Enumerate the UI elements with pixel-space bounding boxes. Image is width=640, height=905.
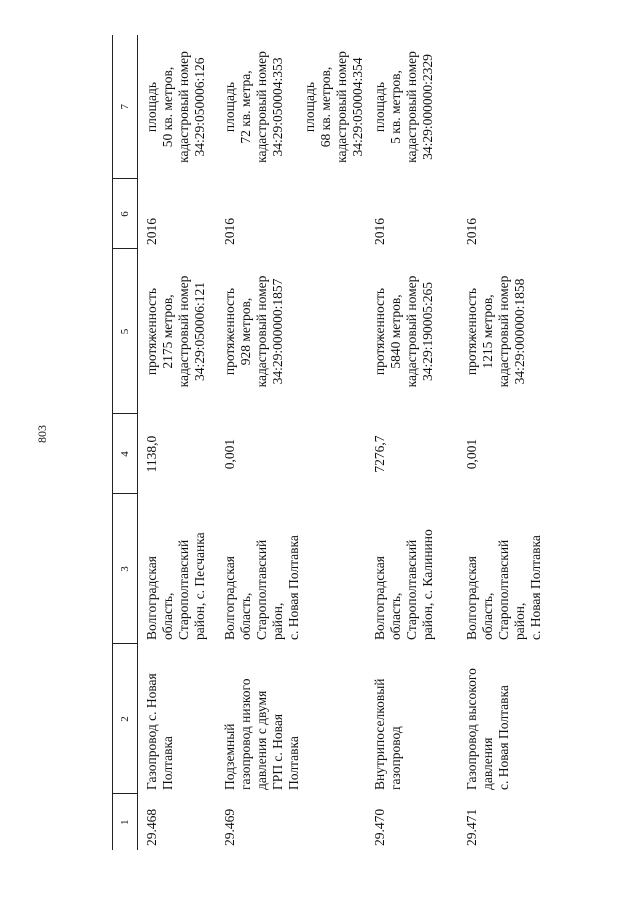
table-body <box>138 35 608 850</box>
cell-line: кадастровый номер <box>176 275 191 388</box>
cell-line: площадь <box>221 81 237 133</box>
cell-line: 34:29:000000:1857 <box>269 278 285 385</box>
cell-line: кадастровый номер <box>253 275 269 388</box>
cell-line: с. Новая Полтавка <box>285 535 301 640</box>
object-area <box>138 35 216 179</box>
cell-line: 34:29:050006:121 <box>192 282 207 382</box>
cell-line: давления с двумя <box>253 690 269 790</box>
row-number: 29.468 <box>144 808 159 846</box>
page-number: 803 <box>35 425 49 443</box>
cell-line: газопровод <box>387 726 403 790</box>
cell-line: 72 кв. метра, <box>237 70 253 144</box>
cell-line: протяженность <box>371 287 387 376</box>
cell-line: Внутрипоселковый <box>371 678 387 790</box>
object-location <box>216 494 366 644</box>
object-length <box>366 249 458 414</box>
column-header: 7 <box>113 35 138 179</box>
cell-line: кадастровый номер <box>403 275 419 388</box>
cell-line: Подземный <box>221 723 237 790</box>
cell-line: Газопровод с. Новая <box>144 673 159 790</box>
column-header: 4 <box>113 414 138 494</box>
row-number: 29.471 <box>463 808 479 846</box>
column-header: 6 <box>113 179 138 249</box>
row-number: 29.470 <box>371 808 387 846</box>
cell-line: кадастровый номер <box>495 275 511 388</box>
cell-line: протяженность <box>144 287 159 376</box>
cell-line: Волгоградская <box>221 556 237 640</box>
object-value: 1138,0 <box>144 435 159 473</box>
cell-line: область, <box>479 592 495 640</box>
property-table <box>112 35 608 850</box>
object-length <box>216 249 366 414</box>
object-location <box>366 494 458 644</box>
cell-line: 34:29:050004:353 <box>269 57 285 157</box>
object-area <box>216 35 366 179</box>
cell-line: область, <box>387 592 403 640</box>
cell-line: район, с. Песчанка <box>192 532 207 640</box>
cell-line: кадастровый номер <box>403 51 419 163</box>
column-header: 3 <box>113 494 138 644</box>
cell-line: Полтавка <box>160 736 175 790</box>
object-length <box>138 249 216 414</box>
cell-line: площадь <box>301 81 317 133</box>
cell-line: кадастровый номер <box>176 51 191 163</box>
object-year: 2016 <box>463 218 479 245</box>
table-row <box>216 35 366 850</box>
object-location <box>138 494 216 644</box>
cell-line: газопровод низкого <box>237 678 253 790</box>
object-name <box>366 644 458 794</box>
cell-line: Волгоградская <box>463 556 479 640</box>
cell-line: Волгоградская <box>144 556 159 640</box>
cell-line: 928 метров, <box>237 297 253 366</box>
table-row <box>458 35 608 850</box>
object-length <box>458 249 608 414</box>
cell-line: площадь <box>144 81 159 133</box>
cell-line: 34:29:050004:354 <box>349 57 365 157</box>
cell-line: 1215 метров, <box>479 294 495 369</box>
table-row <box>138 35 216 850</box>
cell-line: ГРП с. Новая <box>269 713 285 790</box>
object-value: 7276,7 <box>371 435 387 473</box>
object-value: 0,001 <box>221 438 237 470</box>
object-name <box>458 644 608 794</box>
cell-line: 50 кв. метров, <box>160 66 175 148</box>
cell-line: Старополтавский <box>176 539 191 640</box>
object-area <box>366 35 458 179</box>
rotated-table-container <box>112 35 637 850</box>
object-year: 2016 <box>144 218 159 245</box>
cell-line: протяженность <box>463 287 479 376</box>
object-year: 2016 <box>221 218 237 245</box>
cell-line: Старополтавский <box>403 539 419 640</box>
cell-line: 5840 метров, <box>387 294 403 369</box>
cell-line: 34:29:000000:2329 <box>419 54 435 160</box>
cell-line: Старополтавский <box>253 539 269 640</box>
row-number: 29.469 <box>221 808 237 846</box>
area-gap <box>286 39 302 175</box>
object-value: 0,001 <box>463 438 479 470</box>
object-area <box>458 35 608 179</box>
column-header: 1 <box>113 794 138 850</box>
column-header: 2 <box>113 644 138 794</box>
cell-line: 2175 метров, <box>160 294 175 369</box>
cell-line: кадастровый номер <box>253 51 269 163</box>
cell-line: 34:29:050006:126 <box>192 57 207 157</box>
object-name <box>138 644 216 794</box>
table-row <box>366 35 458 850</box>
cell-line: давления <box>479 737 495 790</box>
cell-line: область, <box>237 592 253 640</box>
object-year: 2016 <box>371 218 387 245</box>
cell-line: 34:29:000000:1858 <box>511 278 527 385</box>
cell-line: площадь <box>371 81 387 133</box>
cell-line: Старополтавский <box>495 539 511 640</box>
cell-line: область, <box>160 592 175 640</box>
cell-line: с. Новая Полтавка <box>495 685 511 790</box>
cell-line: кадастровый номер <box>333 51 349 163</box>
cell-line: 34:29:190005:265 <box>419 282 435 382</box>
cell-line: 68 кв. метров, <box>317 66 333 148</box>
column-header: 5 <box>113 249 138 414</box>
object-location <box>458 494 608 644</box>
cell-line: Газопровод высокого <box>463 668 479 790</box>
cell-line: Волгоградская <box>371 556 387 640</box>
cell-line: район, <box>269 602 285 640</box>
object-name <box>216 644 366 794</box>
cell-line: район, <box>511 602 527 640</box>
cell-line: район, с. Калинино <box>419 529 435 640</box>
cell-line: 5 кв. метров, <box>387 70 403 144</box>
header-row <box>113 35 138 850</box>
cell-line: Полтавка <box>285 736 301 790</box>
cell-line: с. Новая Полтавка <box>527 535 543 640</box>
cell-line: протяженность <box>221 287 237 376</box>
